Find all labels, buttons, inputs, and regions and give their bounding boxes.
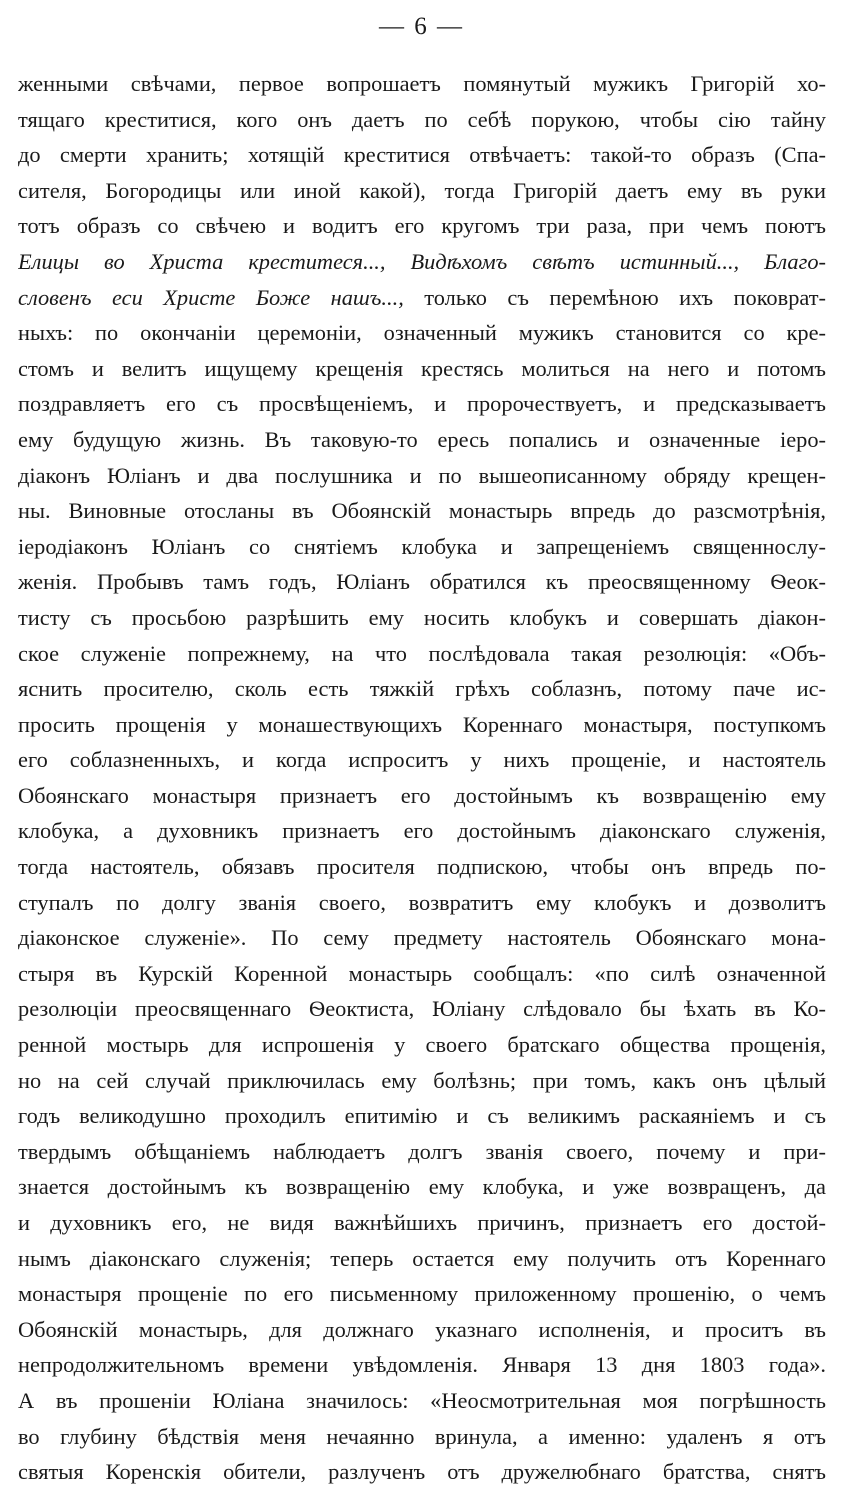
text-line: Обоянскаго монастыря признаетъ его достойнымъ къ возвращенію ему — [18, 782, 826, 808]
text-line: монастыря прощеніе по его письменному приложенному прошенію, о чемъ — [18, 1281, 826, 1307]
text-line: Обоянскій монастырь, для должнаго указнаго исполненія, и проситъ въ — [18, 1316, 826, 1342]
text-line: діаконское служеніе». По сему предмету настоятель Обоянскаго мона- — [18, 925, 826, 951]
text-line: но на сей случай приключилась ему болѣзнь; при томъ, какъ онъ цѣлый — [18, 1067, 826, 1093]
text-line: женными свѣчами, первое вопрошаетъ помянутый мужикъ Григорій хо- — [18, 71, 826, 96]
text-line: во глубину бѣдствія меня нечаянно вринула, а именно: удаленъ я отъ — [18, 1423, 826, 1449]
text-line: твердымъ обѣщаніемъ наблюдаетъ долгъ званія своего, почему и при- — [18, 1138, 826, 1164]
text-body — [18, 66, 826, 1490]
text-line: годъ великодушно проходилъ епитимію и съ великимъ раскаяніемъ и съ — [18, 1103, 826, 1129]
text-line: ступалъ по долгу званія своего, возвратитъ ему клобукъ и дозволитъ — [18, 889, 826, 915]
text-line: непродолжительномъ времени увѣдомленія. Января 13 дня 1803 года». — [18, 1352, 826, 1378]
text-line: ренной мостырь для испрошенія у своего братскаго общества прощенія, — [18, 1032, 826, 1058]
text-line: тотъ образъ со свѣчею и водитъ его кругомъ три раза, при чемъ поютъ — [18, 213, 826, 239]
text-line: знается достойнымъ къ возвращенію ему клобука, и уже возвращенъ, да — [18, 1174, 826, 1200]
text-line: нымъ діаконскаго служенія; теперь остается ему получить отъ Кореннаго — [18, 1245, 826, 1271]
text-line: діаконъ Юліанъ и два послушника и по вышеописанному обряду крещен- — [18, 462, 826, 488]
text-line: до смерти хранить; хотящій креститися отвѣчаетъ: такой-то образъ (Спа- — [18, 142, 826, 168]
text-line: яснить просителю, сколь есть тяжкій грѣхъ соблазнъ, потому паче ис- — [18, 676, 826, 702]
text-line: женія. Пробывъ тамъ годъ, Юліанъ обратился къ преосвященному Ѳеок- — [18, 569, 826, 595]
text-line: просить прощенія у монашествующихъ Кореннаго монастыря, поступкомъ — [18, 711, 826, 737]
text-line: и духовникъ его, не видя важнѣйшихъ причинъ, признаетъ его достой- — [18, 1210, 826, 1235]
text-line: стомъ и велитъ ищущему крещенія крестясь молиться на него и потомъ — [18, 355, 826, 381]
text-line: тящаго креститися, кого онъ даетъ по себѣ порукою, чтобы сію тайну — [18, 106, 826, 132]
text-line: святыя Коренскія обители, разлученъ отъ дружелюбнаго братства, снятъ — [18, 1459, 826, 1485]
text-line: его соблазненныхъ, и когда испроситъ у нихъ прощеніе, и настоятель — [18, 747, 826, 773]
text-line: ское служеніе попрежнему, на что послѣдовала такая резолюція: «Объ- — [18, 640, 826, 666]
page-number: — 6 — — [379, 13, 464, 40]
italic-phrase: словенъ еси Христе Боже нашъ..., — [18, 284, 404, 310]
text-line: Елицы во Христа креститеся..., Видѣхомъ свѣтъ истинный..., Благо- — [18, 248, 826, 274]
text-line: сителя, Богородицы или иной какой), тогда Григорій даетъ ему въ руки — [18, 177, 826, 203]
text-line: резолюціи преосвященнаго Ѳеоктиста, Юліану слѣдовало бы ѣхать въ Ко- — [18, 996, 826, 1022]
text-line: поздравляетъ его съ просвѣщеніемъ, и пророчествуетъ, и предсказываетъ — [18, 391, 826, 417]
text-line: ему будущую жизнь. Въ таковую-то ересь попались и означенные iеро- — [18, 426, 826, 452]
text-line: ны. Виновные отосланы въ Обоянскій монастырь впредь до разсмотрѣнія, — [18, 498, 826, 524]
text-line: клобука, а духовникъ признаетъ его достойнымъ діаконскаго служенія, — [18, 818, 826, 844]
text-line: iеродіаконъ Юліанъ со снятіемъ клобука и запрещеніемъ священнослу- — [18, 533, 826, 559]
text-line — [18, 280, 826, 316]
text-line: стыря въ Курскій Коренной монастырь сообщалъ: «по силѣ означенной — [18, 960, 826, 986]
text-line: А въ прошеніи Юліана значилось: «Неосмотрительная моя погрѣшность — [18, 1387, 826, 1413]
plain-phrase: только съ перемѣною ихъ поковрат- — [403, 284, 826, 310]
text-line: ныхъ: по окончаніи церемоніи, означенный мужикъ становится со кре- — [18, 320, 826, 346]
text-line: тогда настоятель, обязавъ просителя подпискою, чтобы онъ впредь по- — [18, 854, 826, 880]
text-line: тисту съ просьбою разрѣшить ему носить клобукъ и совершать діакон- — [18, 604, 826, 630]
